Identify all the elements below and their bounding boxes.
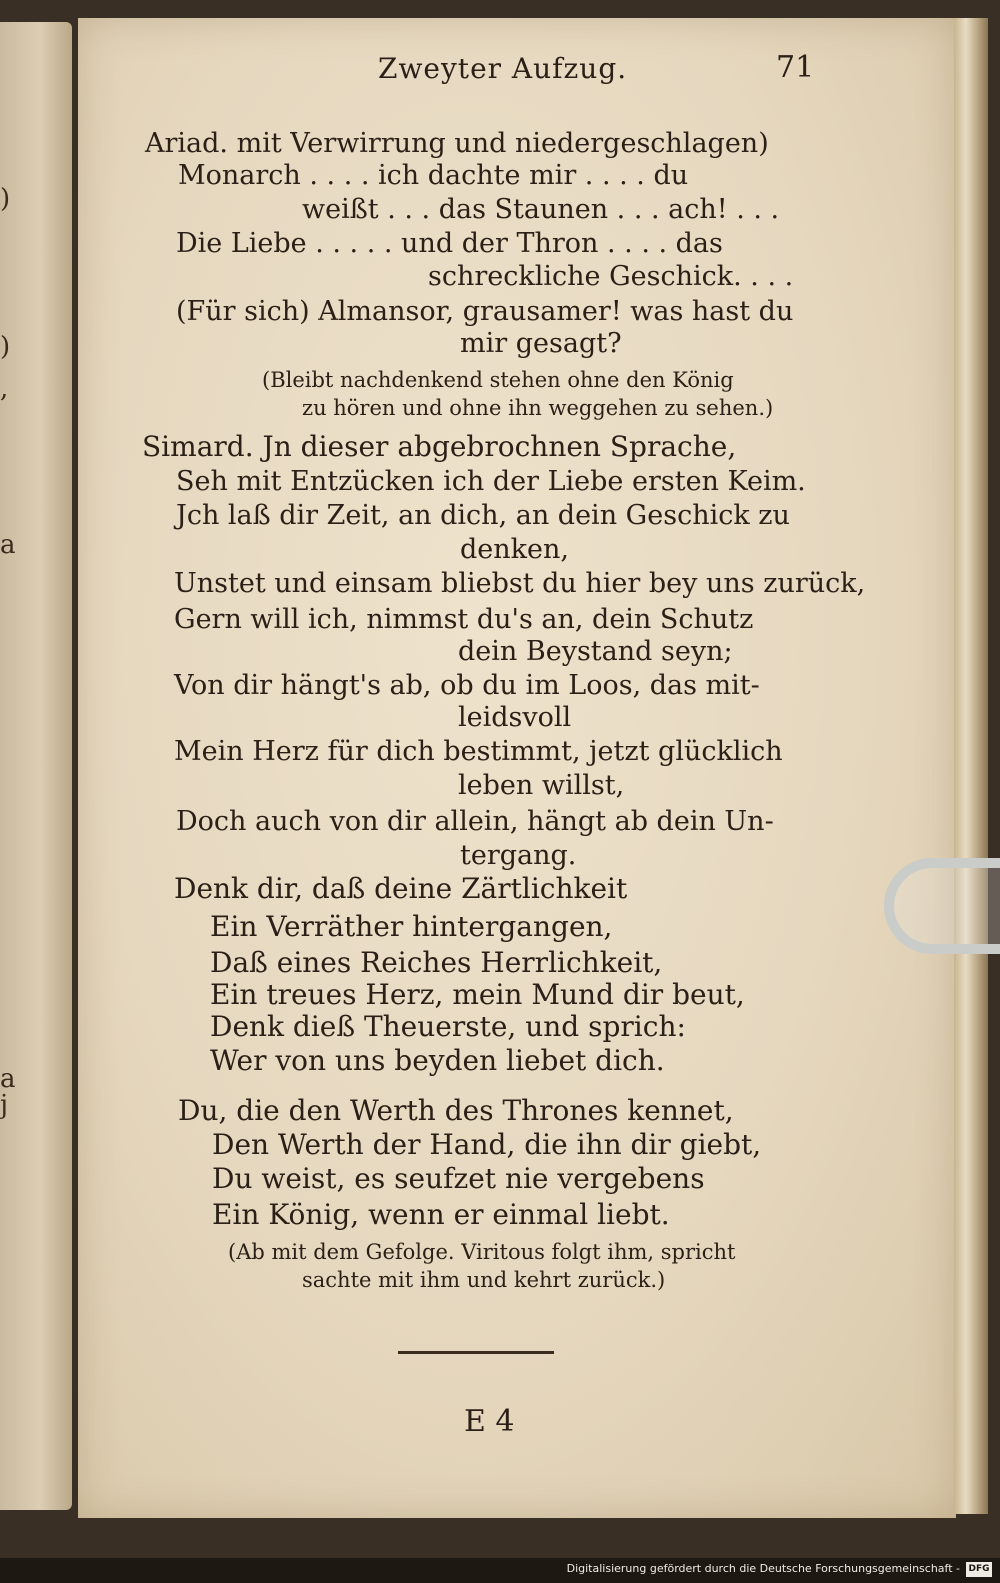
text-line: leben willst, <box>458 770 625 801</box>
left-page-fragment: , <box>0 374 9 404</box>
dfg-logo: DFG <box>966 1562 992 1577</box>
text-line: Ariad. mit Verwirrung und niedergeschlagen) <box>145 128 769 159</box>
text-line: Seh mit Entzücken ich der Liebe ersten Keim. <box>176 466 806 497</box>
text-line: dein Beystand seyn; <box>458 636 733 667</box>
text-line: tergang. <box>460 840 577 871</box>
left-page-fragment: ) <box>0 184 11 214</box>
text-line: Gern will ich, nimmst du's an, dein Schutz <box>174 604 754 635</box>
text-line: mir gesagt? <box>460 328 622 359</box>
text-line: schreckliche Geschick. . . . <box>428 261 794 292</box>
left-page-fragment: a <box>0 1064 16 1094</box>
aria-line: Den Werth der Hand, die ihn dir giebt, <box>212 1128 762 1161</box>
text-line: Jch laß dir Zeit, an dich, an dein Geschick zu <box>176 500 790 531</box>
stage-direction: (Bleibt nachdenkend stehen ohne den König <box>262 368 734 392</box>
aria-line: Ein König, wenn er einmal liebt. <box>212 1198 670 1231</box>
stage-direction: (Ab mit dem Gefolge. Viritous folgt ihm, spricht <box>228 1240 736 1264</box>
aria-line: Denk dir, daß deine Zärtlichkeit <box>174 872 628 905</box>
section-rule <box>398 1351 554 1354</box>
aria-line: Du weist, es seufzet nie vergebens <box>212 1162 705 1195</box>
page-edge <box>954 18 988 1514</box>
text-line: Von dir hängt's ab, ob du im Loos, das mit- <box>174 670 760 701</box>
aria-line: Denk dieß Theuerste, und sprich: <box>210 1010 686 1043</box>
text-line: Unstet und einsam bliebst du hier bey uns zurück, <box>174 568 866 599</box>
stage-direction: zu hören und ohne ihn weggehen zu sehen.) <box>302 396 774 420</box>
text-line: Simard. Jn dieser abgebrochnen Sprache, <box>142 430 737 463</box>
running-head: Zweyter Aufzug. <box>378 52 628 85</box>
text-line: Die Liebe . . . . . und der Thron . . . . das <box>176 228 723 259</box>
aria-line: Wer von uns beyden liebet dich. <box>210 1044 665 1077</box>
aria-line: Du, die den Werth des Thrones kennet, <box>178 1094 734 1127</box>
signature-mark: E 4 <box>464 1404 515 1439</box>
left-page-fragment: a <box>0 530 16 560</box>
left-page-edge <box>0 22 72 1510</box>
text-line: weißt . . . das Staunen . . . ach! . . . <box>302 194 780 225</box>
page-number: 71 <box>776 50 815 85</box>
text-line: Monarch . . . . ich dachte mir . . . . du <box>178 160 689 191</box>
footer-credit: Digitalisierung gefördert durch die Deutsche Forschungsgemeinschaft - <box>566 1562 960 1575</box>
text-line: Doch auch von dir allein, hängt ab dein Un- <box>176 806 774 837</box>
aria-line: Ein Verräther hintergangen, <box>210 910 613 943</box>
text-line: (Für sich) Almansor, grausamer! was hast du <box>176 296 794 327</box>
digitization-footer <box>0 1558 1000 1583</box>
text-line: Mein Herz für dich bestimmt, jetzt glücklich <box>174 736 783 767</box>
left-page-fragment: ) <box>0 332 11 362</box>
text-line: denken, <box>460 534 569 565</box>
aria-line: Daß eines Reiches Herrlichkeit, <box>210 946 663 979</box>
page-clip <box>884 858 1000 954</box>
left-page-fragment: j <box>0 1090 9 1120</box>
text-line: leidsvoll <box>458 702 572 733</box>
aria-line: Ein treues Herz, mein Mund dir beut, <box>210 978 745 1011</box>
stage-direction: sachte mit ihm und kehrt zurück.) <box>302 1268 666 1292</box>
